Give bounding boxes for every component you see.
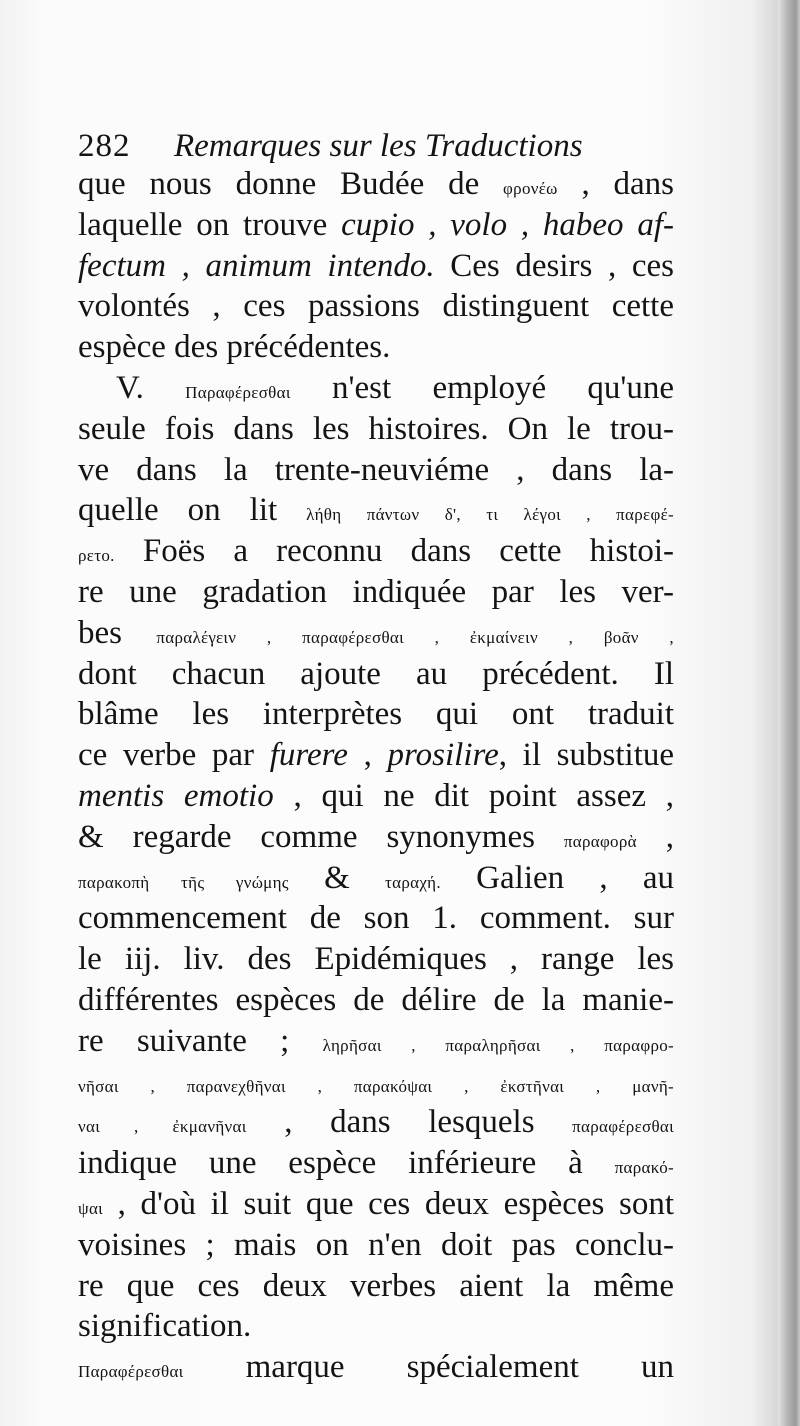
text-line [78, 1021, 674, 1062]
text-line [78, 531, 674, 572]
text-segment: volontés , ces passions distinguent cette [78, 288, 674, 325]
text-line [78, 286, 674, 327]
text-segment: , [636, 818, 675, 855]
text-line [78, 368, 674, 409]
page-number: 282 [78, 128, 131, 164]
text-line [78, 694, 674, 735]
page-header [78, 122, 638, 170]
text-line [78, 1102, 674, 1143]
text-line [78, 450, 674, 491]
text-segment: re suivante ; [78, 1022, 323, 1059]
greek-text: παραφέρεσθαι [572, 1117, 674, 1137]
text-segment: Foës a reconnu dans cette histoi- [114, 533, 674, 570]
text-segment: , il substitue [498, 737, 675, 774]
text-segment: commencement de son 1. comment. sur [78, 900, 674, 937]
italic-text: prosilire [387, 737, 499, 774]
italic-text: cupio , volo , habeo af- [341, 206, 674, 243]
text-line [78, 1184, 674, 1225]
text-segment: Ces desirs , ces [434, 247, 674, 284]
greek-text: νῆσαι , παρανεχθῆναι , παρακόψαι , ἐκστῆναι , μανῆ- [78, 1076, 674, 1096]
text-segment: ve dans la trente-neuviéme , dans la- [78, 451, 674, 488]
greek-text: παραλέγειν , παραφέρεσθαι , ἐκμαίνειν , βοᾶν , [156, 627, 674, 647]
greek-text: ληρῆσαι , παραληρῆσαι , παραφρο- [322, 1035, 674, 1055]
text-segment: , dans lesquels [246, 1104, 573, 1141]
text-segment: , qui ne dit point assez , [273, 777, 674, 814]
text-segment: , [347, 737, 388, 774]
text-segment: différentes espèces de délire de la manie- [78, 981, 674, 1018]
text-line [78, 735, 674, 776]
text-line [78, 327, 674, 368]
running-title: Remarques sur les Traductions [174, 128, 583, 164]
text-segment: voisines ; mais on n'en doit pas conclu- [78, 1226, 674, 1263]
text-segment: signification. [78, 1308, 252, 1345]
greek-text: Παραφέρεσθαι [78, 1362, 184, 1382]
text-line [78, 246, 674, 287]
text-segment: seule fois dans les histoires. On le trou- [78, 410, 674, 447]
greek-text: ταραχή. [385, 872, 441, 892]
text-segment: quelle on lit [78, 492, 307, 529]
text-segment: bes [78, 614, 157, 651]
text-line [78, 980, 674, 1021]
text-segment: V. [116, 369, 186, 406]
greek-text: ρετο. [78, 546, 115, 566]
text-segment: , d'où il suit que ces deux espèces sont [103, 1185, 674, 1222]
text-line [78, 776, 674, 817]
text-line [78, 1347, 674, 1388]
page-edge [778, 0, 800, 1426]
text-segment: , dans [557, 166, 674, 202]
text-line [78, 205, 674, 246]
text-segment: blâme les interprètes qui ont traduit [78, 696, 674, 733]
text-line [78, 939, 674, 980]
greek-text: παραφορὰ [563, 831, 637, 851]
text-segment: Galien , au [440, 859, 675, 896]
text-line [78, 817, 674, 858]
italic-text: furere [269, 737, 348, 774]
text-line [78, 613, 674, 654]
text-segment: que nous donne Budée de [78, 166, 504, 202]
greek-text: ναι , ἐκμανῆναι [78, 1117, 247, 1137]
text-segment: re une gradation indiquée par les ver- [78, 573, 674, 610]
text-line [78, 1062, 674, 1103]
text-segment: ce verbe par [78, 737, 270, 774]
text-line [78, 572, 674, 613]
text-segment: & regarde comme synonymes [78, 818, 564, 855]
text-segment: le iij. liv. des Epidémiques , range les [78, 941, 674, 978]
greek-text: ψαι [78, 1198, 104, 1218]
italic-text: mentis emotio [78, 777, 274, 814]
body-text [78, 164, 674, 1388]
greek-text: φρονέω [503, 179, 558, 198]
greek-text: παρακό- [614, 1158, 674, 1178]
greek-text: παρακοπὴ τῆς γνώμης [78, 872, 289, 892]
text-line [78, 490, 674, 531]
text-segment: dont chacun ajoute au précédent. Il [78, 655, 674, 692]
text-line [78, 898, 674, 939]
italic-text: fectum , animum intendo. [78, 247, 435, 284]
text-segment: espèce des précédentes. [78, 329, 391, 366]
text-line [78, 1225, 674, 1266]
text-line [78, 654, 674, 695]
text-line [78, 1143, 674, 1184]
text-segment: marque spécialement un [183, 1349, 674, 1386]
text-segment: laquelle on trouve [78, 206, 342, 243]
text-segment: n'est employé qu'une [290, 369, 675, 406]
greek-text: Παραφέρεσθαι [185, 382, 291, 402]
text-line [78, 1266, 674, 1307]
text-segment: & [288, 859, 385, 896]
text-segment: indique une espèce inférieure à [78, 1145, 615, 1182]
text-line [78, 409, 674, 450]
text-segment: re que ces deux verbes aient la même [78, 1267, 674, 1304]
text-line [78, 164, 674, 205]
greek-text: λήθη πάντων δ', τι λέγοι , παρεφέ- [306, 505, 674, 525]
text-line [78, 1306, 674, 1347]
text-line [78, 858, 674, 899]
